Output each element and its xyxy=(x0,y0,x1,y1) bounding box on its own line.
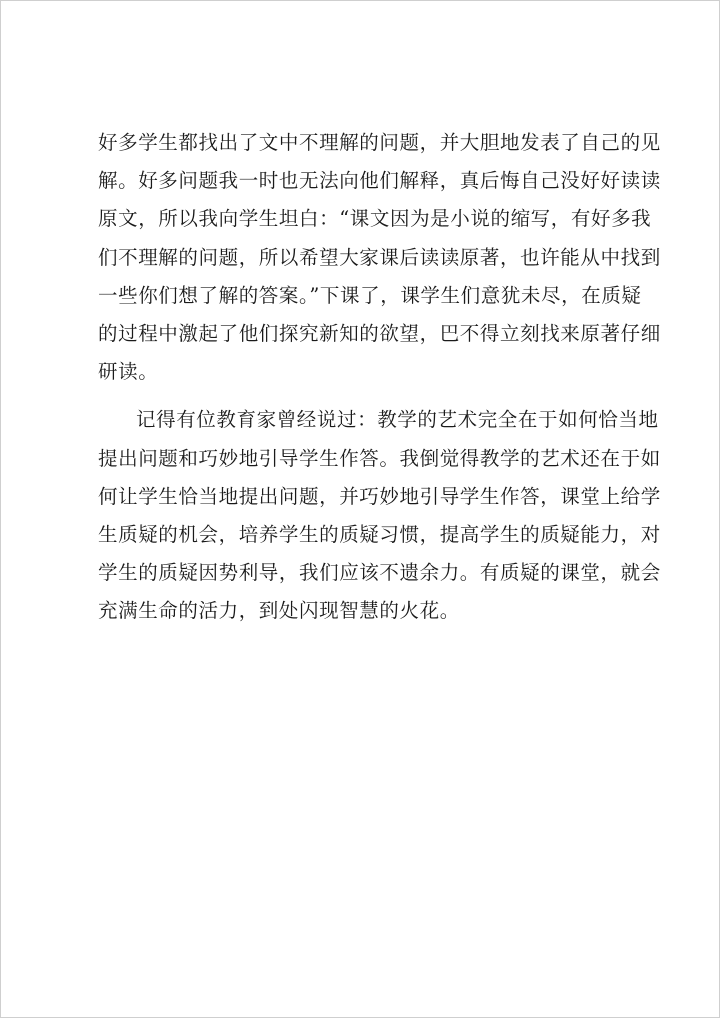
paragraph-line: 生质疑的机会，培养学生的质疑习惯，提高学生的质疑能力，对 xyxy=(98,522,661,546)
paragraph-line: 解。好多问题我一时也无法向他们解释，真后悔自己没好好读读 xyxy=(98,169,661,193)
paragraph-line: 充满生命的活力，到处闪现智慧的火花。 xyxy=(98,599,460,623)
paragraph-line: 提出问题和巧妙地引导学生作答。我倒觉得教学的艺术还在于如 xyxy=(98,446,661,470)
paragraph-2 xyxy=(98,401,661,630)
paragraph-line: 一些你们想了解的答案。”下课了，课学生们意犹未尽，在质疑 xyxy=(98,283,642,307)
paragraph-spacer xyxy=(98,391,628,401)
paragraph-line: 原文，所以我向学生坦白：“课文因为是小说的缩写，有好多我 xyxy=(98,207,652,231)
paragraph-line: 的过程中激起了他们探究新知的欲望，巴不得立刻找来原著仔细 xyxy=(98,321,661,345)
paragraph-line: 研读。 xyxy=(98,360,159,384)
paragraph-line: 们不理解的问题，所以希望大家课后读读原著，也许能从中找到 xyxy=(98,245,661,269)
paragraph-line: 好多学生都找出了文中不理解的问题，并大胆地发表了自己的见 xyxy=(98,131,661,154)
paragraph-line: 何让学生恰当地提出问题，并巧妙地引导学生作答，课堂上给学 xyxy=(98,484,661,508)
paragraph-line: 记得有位教育家曾经说过：教学的艺术完全在于如何恰当地 xyxy=(136,408,659,432)
document-body xyxy=(98,124,661,630)
paragraph-line: 学生的质疑因势利导，我们应该不遗余力。有质疑的课堂，就会 xyxy=(98,561,661,585)
paragraph-1 xyxy=(98,124,661,391)
